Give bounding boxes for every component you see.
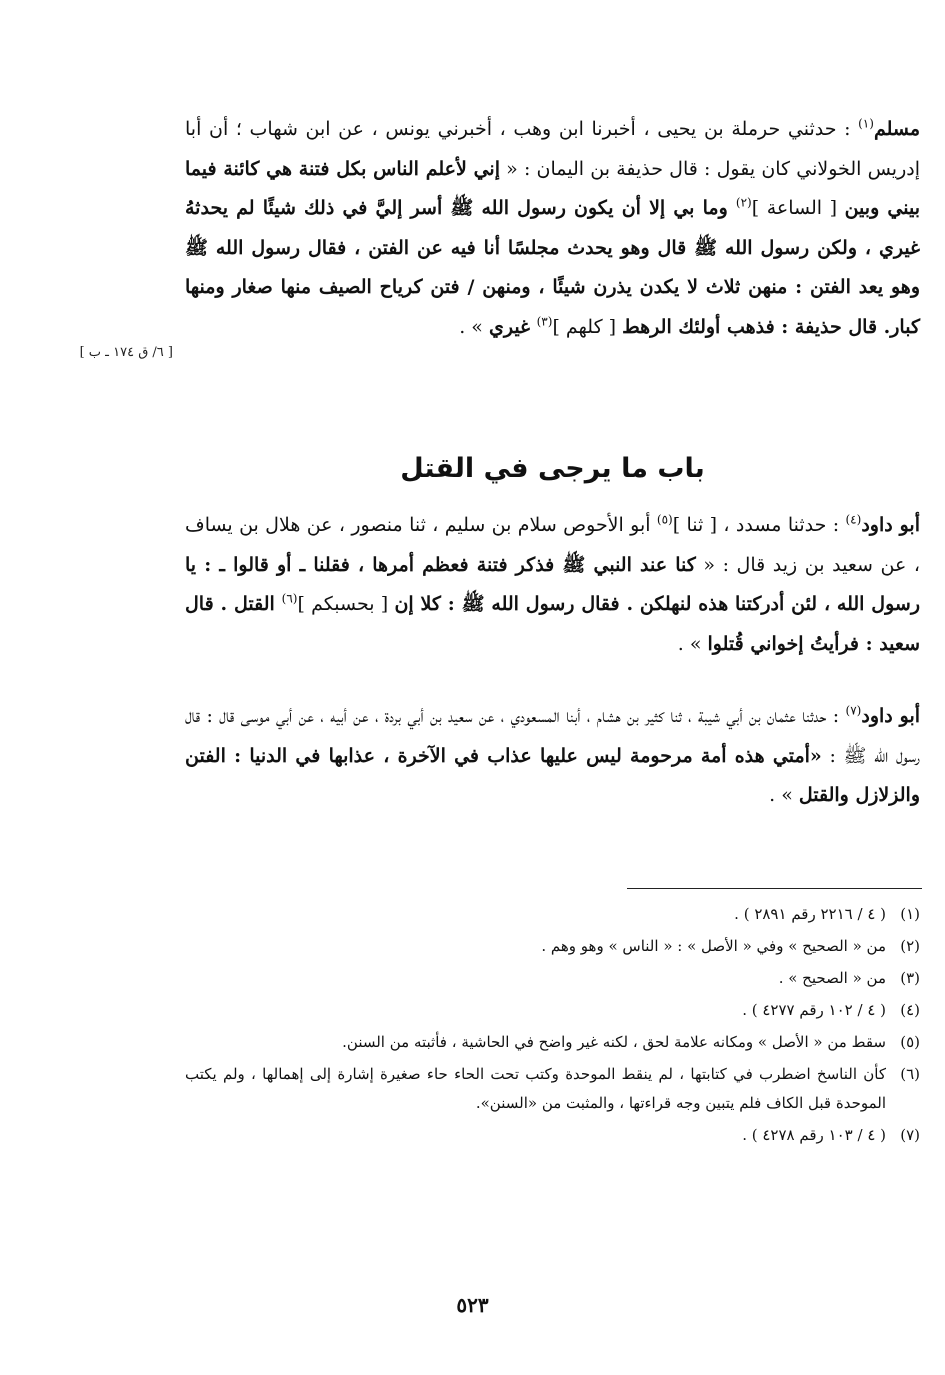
- closing-quote: » .: [677, 632, 708, 655]
- footnote-item: [185, 996, 920, 1025]
- footnote-text: من « الصحيح » .: [778, 969, 886, 987]
- closing-quote: » .: [769, 784, 799, 806]
- matn-text: وما بي إلا أن يكون رسول الله ﷺ أسر إليَّ في ذلك شيئًا لم يحدثهُ غيري ، ولكن رسول الله ﷺ قال وهو يحدث مجلسًا أنا فيه عن الفتن ، فقال رسول الله ﷺ وهو يعد الفتن : منهن ثلاث لا يكدن يذرن شيئًا ، ومنهن / فتن كرياح الصيف منها صغار ومنها كبار. قال حذيفة : فذهب أولئك الرهط: [185, 197, 920, 338]
- footnote-item: [185, 964, 920, 993]
- footnote-number: (٣): [900, 969, 920, 987]
- footnote-text: سقط من « الأصل » ومكانه علامة لحق ، لكنه غير واضح في الحاشية ، فأثبته من السنن.: [342, 1033, 886, 1051]
- isnad-text: : حدثنا مسدد ، [ ثنا ]: [672, 514, 846, 536]
- footnote-item: [185, 900, 920, 929]
- footnote-ref: (٢): [735, 195, 752, 210]
- isnad-text: : حدثنا عثمان بن أبي شيبة ، ثنا كثير بن هشام ، أبنا المسعودي ، عن سعيد بن أبي بردة ، عن أبيه ، عن أبي موسى قال : قال رسول الله ﷺ :: [185, 705, 921, 767]
- matn-text: غيري: [488, 315, 537, 338]
- narrator-name: أبو داود: [861, 514, 921, 536]
- footnote-number: (٧): [900, 1126, 920, 1144]
- footnote-text: ( ٤ / ٢٢١٦ رقم ٢٨٩١ ) .: [734, 905, 886, 923]
- footnote-ref: (٣): [536, 314, 553, 329]
- footnotes: [185, 900, 920, 1153]
- page-number: ٥٢٣: [456, 1293, 489, 1317]
- footnote-ref: (٦): [281, 591, 298, 606]
- closing-quote: » .: [459, 315, 489, 338]
- narrator-name: مسلم: [873, 118, 920, 140]
- hadith-paragraph-abu-dawud-1: [185, 506, 920, 664]
- footnote-ref: (٤): [845, 512, 862, 527]
- footnote-text: ( ٤ / ١٠٢ رقم ٤٢٧٧ ) .: [742, 1001, 886, 1019]
- footnote-number: (٥): [900, 1033, 920, 1051]
- footnote-item: [185, 1060, 920, 1118]
- chapter-heading: باب ما يرجى في القتل: [400, 453, 705, 484]
- footnote-text: من « الصحيح » وفي « الأصل » : « الناس » وهو وهم .: [541, 937, 886, 955]
- footnote-item: [185, 1028, 920, 1057]
- matn-text: القتل . قال سعيد : فرأيتُ إخواني قُتلوا: [185, 593, 920, 655]
- manuscript-folio-note: [ ٦/ ق ١٧٤ ـ ب ]: [79, 345, 173, 360]
- footnote-text: كأن الناسخ اضطرب في كتابتها ، لم ينقط الموحدة وكتب تحت الحاء حاء صغيرة إشارة إلى إهمالها ، ولم يكتب الموحدة قبل الكاف فلم يتبين وجه قراءتها ، والمثبت من «السنن».: [185, 1065, 886, 1112]
- narrator-name: أبو داود: [861, 705, 921, 727]
- footnote-item: [185, 1121, 920, 1150]
- hadith-paragraph-abu-dawud-2: [185, 697, 920, 816]
- matn-text: كنا عند النبي ﷺ فذكر فتنة فعظم أمرها ، فقلنا ـ أو قالوا ـ : يا رسول الله ، لئن أدركتنا هذه لنهلكن . فقال رسول الله ﷺ : كلا إن: [185, 553, 921, 615]
- footnote-ref: (٥): [656, 512, 673, 527]
- footnote-ref: (٧): [845, 703, 862, 718]
- bracketed-insertion: [ كلهم ]: [552, 315, 623, 338]
- footnote-number: (٢): [900, 937, 920, 955]
- footnote-item: [185, 932, 920, 961]
- footnote-number: (١): [900, 905, 920, 923]
- matn-text: «أمتي هذه أمة مرحومة ليس عليها عذاب في الآخرة ، عذابها في الدنيا : الفتن والزلازل والقتل: [185, 744, 920, 806]
- footnote-number: (٦): [900, 1065, 920, 1083]
- hadith-paragraph-muslim: [185, 110, 920, 347]
- bracketed-insertion: [ الساعة ]: [751, 197, 845, 219]
- isnad-text: : حدثني حرملة بن يحيى ، أخبرنا ابن وهب ، أخبرني يونس ، عن ابن شهاب ؛ أن أبا إدريس الخولاني كان يقول : قال حذيفة بن اليمان : «: [185, 118, 920, 180]
- footnote-ref: (١): [858, 116, 874, 131]
- footnote-text: ( ٤ / ١٠٣ رقم ٤٢٧٨ ) .: [742, 1126, 886, 1144]
- isnad-text: أبو الأحوص سلام بن سليم ، ثنا منصور ، عن هلال بن يساف ، عن سعيد بن زيد قال : «: [185, 514, 921, 576]
- matn-text: إني لأعلم الناس بكل فتنة هي كائنة فيما بيني وبين: [185, 157, 920, 219]
- bracketed-insertion: [ بحسبكم ]: [297, 593, 395, 615]
- footnote-number: (٤): [900, 1001, 920, 1019]
- footnote-separator: [627, 888, 922, 889]
